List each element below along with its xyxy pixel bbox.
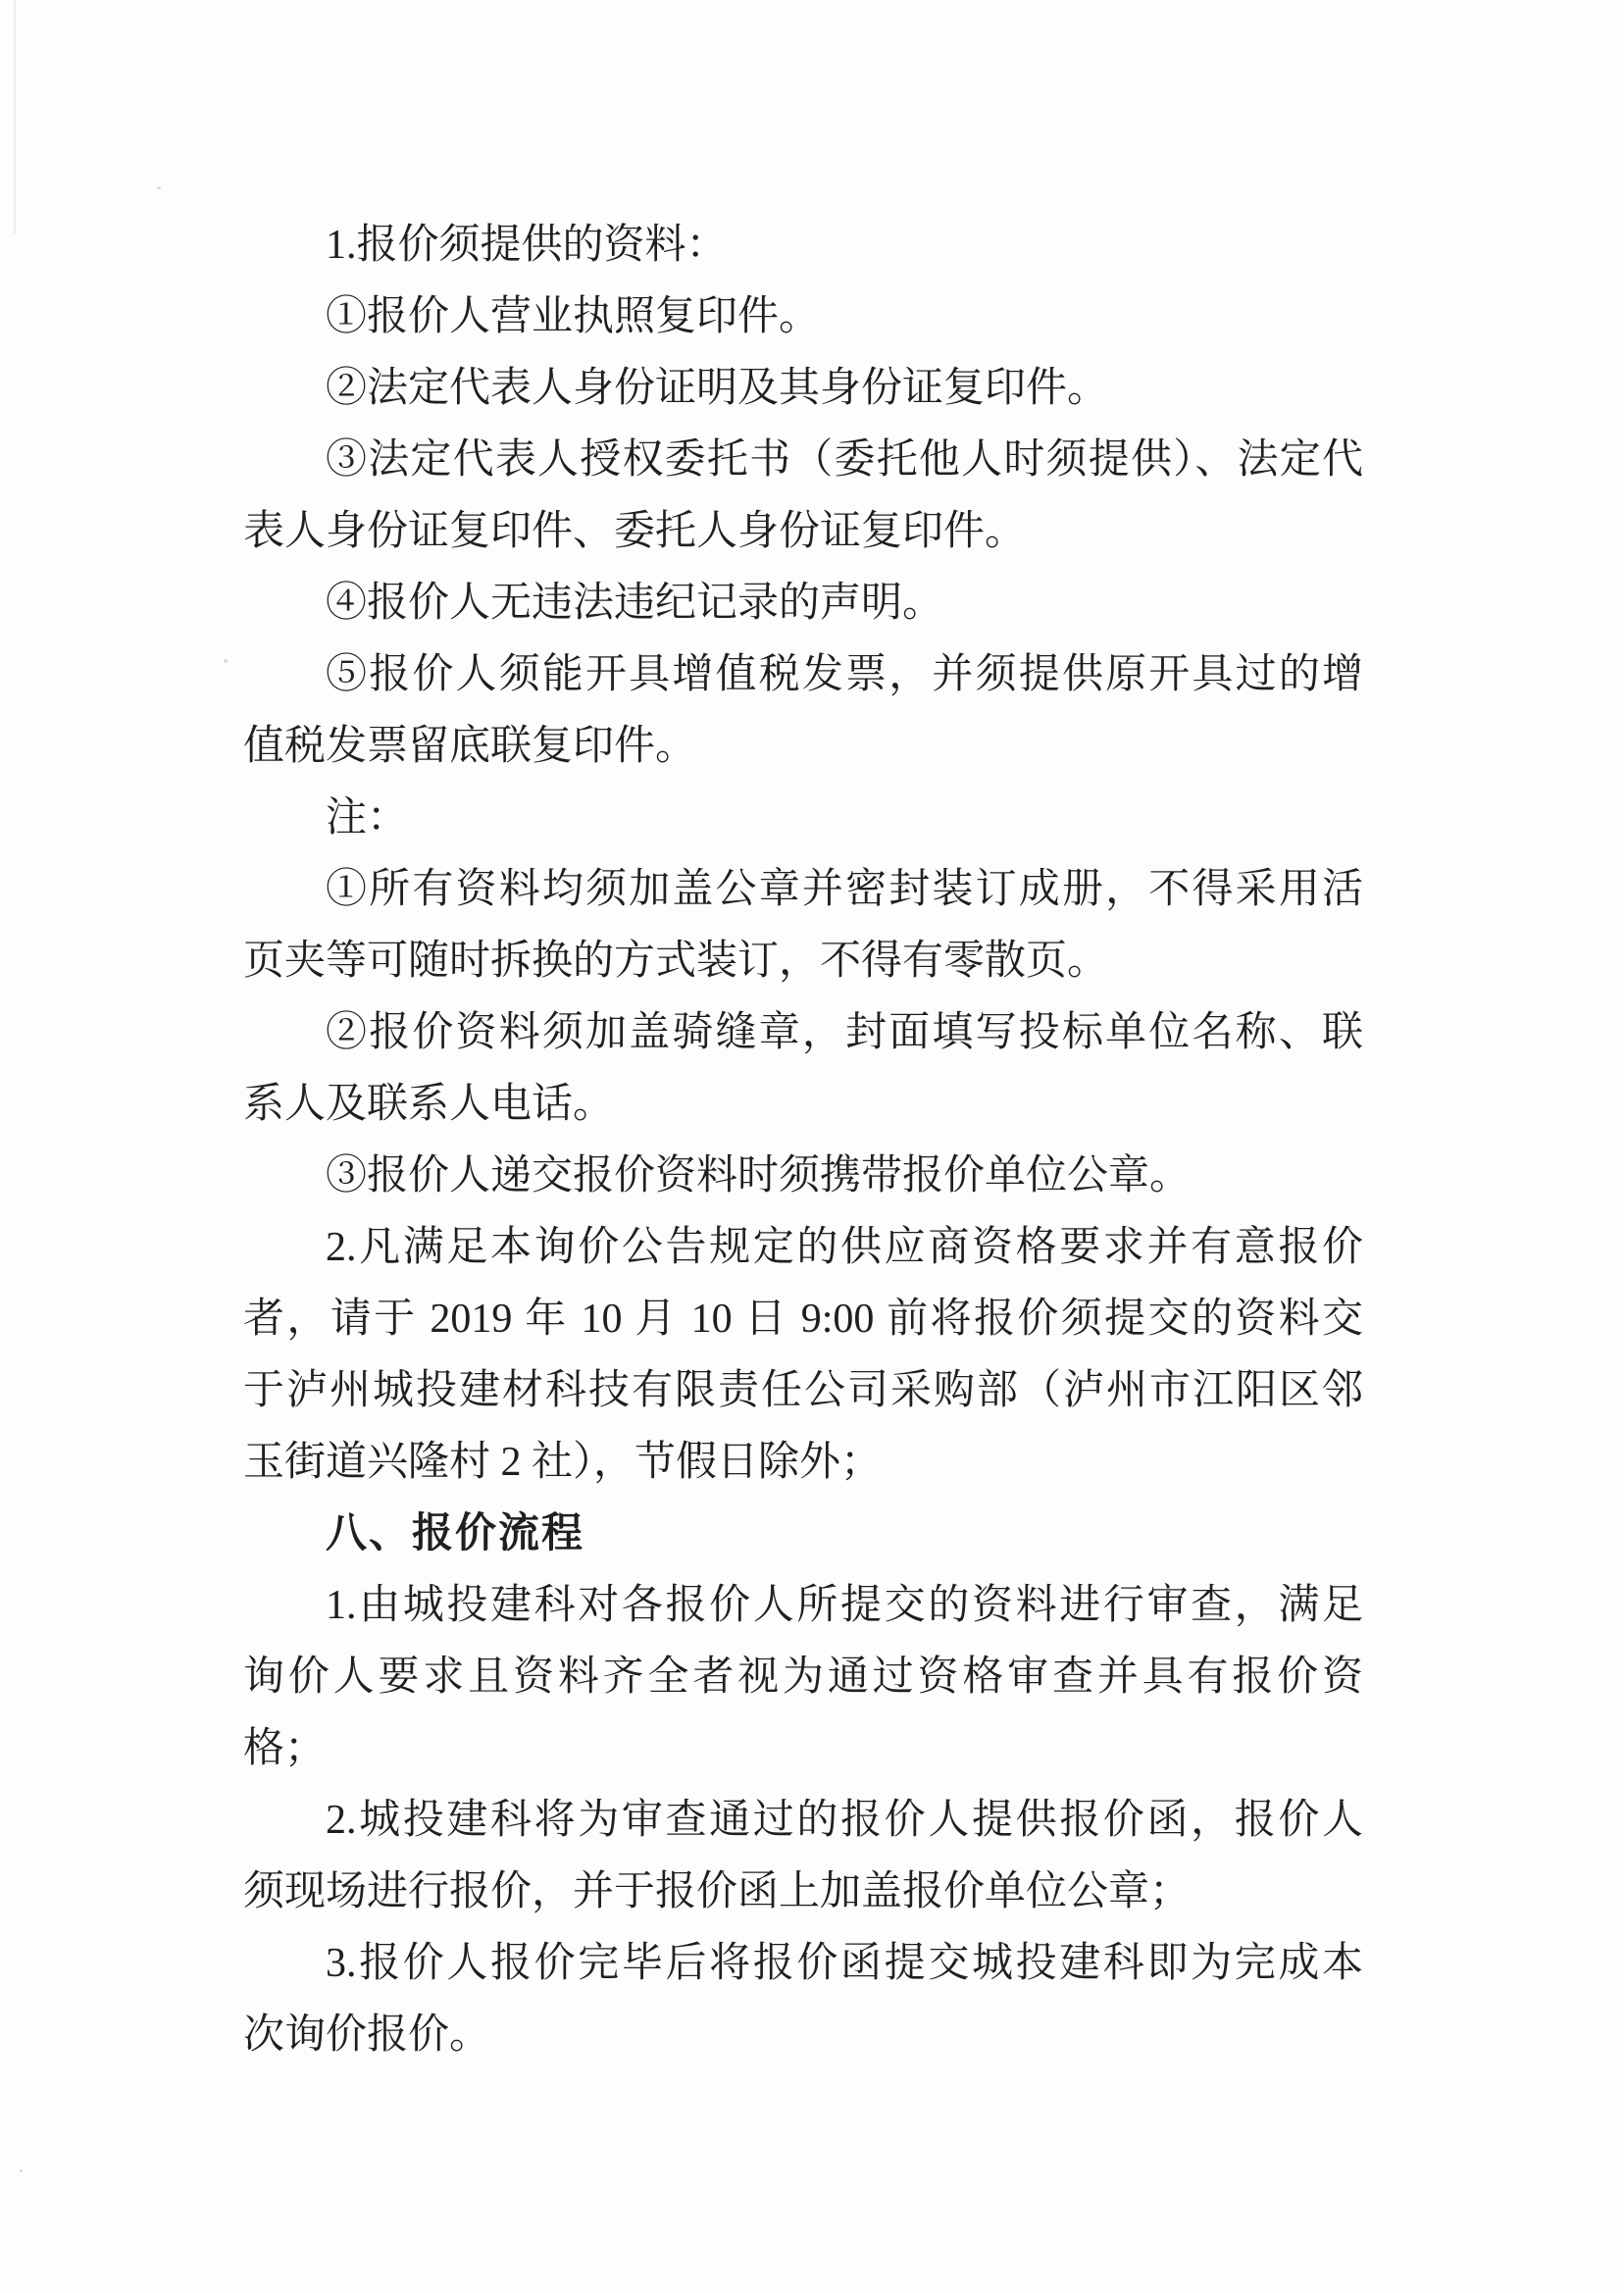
- text-line: 于泸州城投建材科技有限责任公司采购部（泸州市江阳区邻: [243, 1368, 1363, 1413]
- text-line: 须现场进行报价，并于报价函上加盖报价单位公章；: [243, 1869, 1192, 1914]
- text-line: 次询价报价。: [243, 2013, 491, 2058]
- text-line: 注：: [326, 795, 409, 841]
- text-block: [243, 210, 1363, 2071]
- text-line: ①报价人营业执照复印件。: [326, 294, 821, 339]
- scan-speck: [224, 659, 228, 663]
- scan-speck: [157, 186, 161, 189]
- text-line: ③法定代表人授权委托书（委托他人时须提供）、法定代: [326, 437, 1363, 483]
- scan-edge-artifact: [14, 0, 16, 233]
- text-line: 玉街道兴隆村 2 社），节假日除外；: [243, 1440, 883, 1485]
- text-line: ③报价人递交报价资料时须携带报价单位公章。: [326, 1153, 1192, 1198]
- section-heading: 八、报价流程: [326, 1511, 585, 1556]
- text-line: ①所有资料均须加盖公章并密封装订成册，不得采用活: [326, 867, 1363, 912]
- text-line: 页夹等可随时拆换的方式装订，不得有零散页。: [243, 939, 1109, 984]
- text-line: 格；: [243, 1726, 327, 1771]
- text-line: 1.报价须提供的资料：: [326, 223, 728, 268]
- text-line: ②报价资料须加盖骑缝章，封面填写投标单位名称、联: [326, 1010, 1363, 1055]
- scan-speck: [20, 2169, 23, 2172]
- text-line: 3.报价人报价完毕后将报价函提交城投建科即为完成本: [326, 1941, 1363, 1986]
- text-line: 询价人要求且资料齐全者视为通过资格审查并具有报价资: [243, 1655, 1363, 1700]
- text-line: 2.城投建科将为审查通过的报价人提供报价函，报价人: [326, 1798, 1363, 1843]
- text-line: 者，请于 2019 年 10 月 10 日 9:00 前将报价须提交的资料交: [243, 1297, 1363, 1342]
- text-line: ②法定代表人身份证明及其身份证复印件。: [326, 366, 1109, 411]
- text-line: 2.凡满足本询价公告规定的供应商资格要求并有意报价: [326, 1225, 1363, 1270]
- text-line: ⑤报价人须能开具增值税发票，并须提供原开具过的增: [326, 652, 1363, 697]
- text-line: 值税发票留底联复印件。: [243, 724, 697, 769]
- text-line: ④报价人无违法违纪记录的声明。: [326, 581, 944, 626]
- text-line: 表人身份证复印件、委托人身份证复印件。: [243, 509, 1027, 554]
- text-line: 系人及联系人电话。: [243, 1082, 615, 1127]
- text-line: 1.由城投建科对各报价人所提交的资料进行审查，满足: [326, 1583, 1363, 1628]
